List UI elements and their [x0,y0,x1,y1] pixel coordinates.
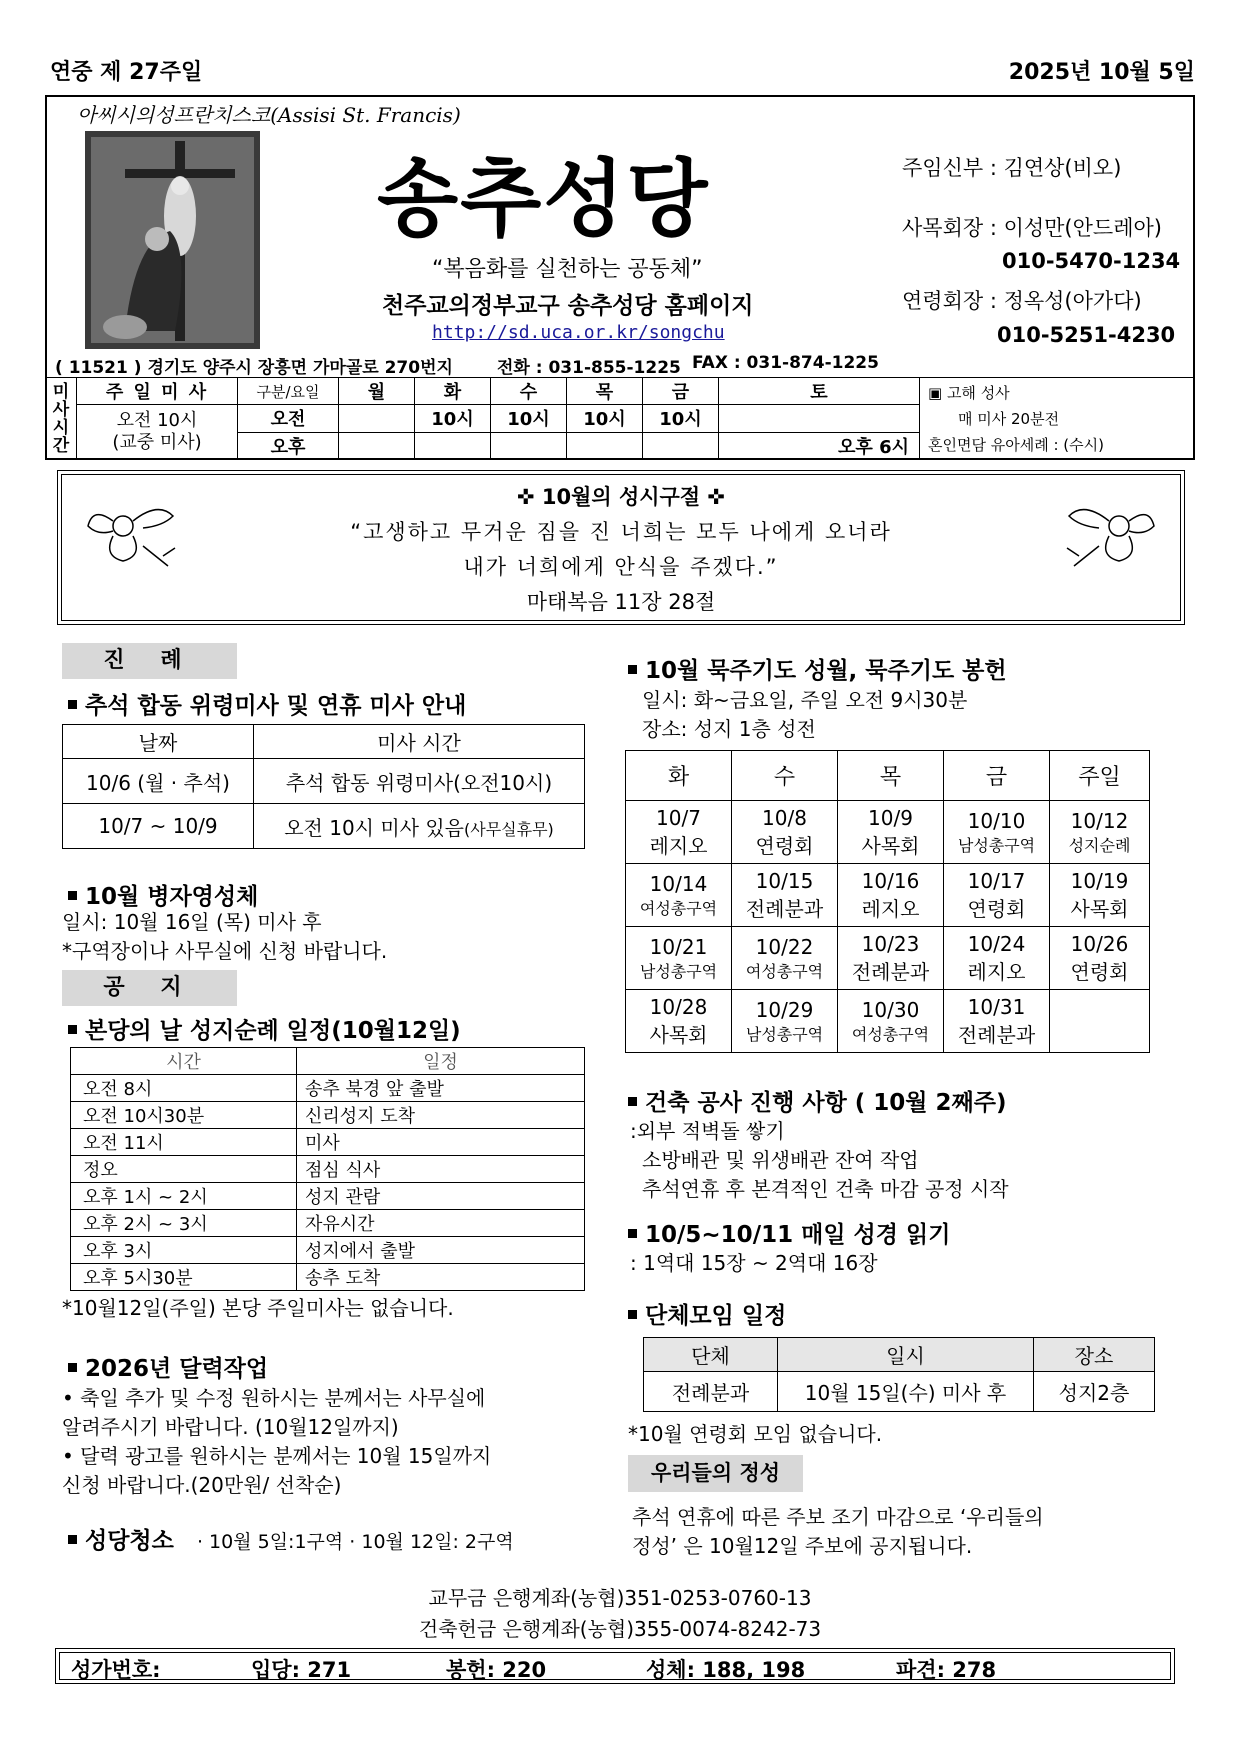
sunday-time: 오전 10시 [116,410,198,432]
group-meeting-table [643,1337,1155,1412]
am-label: 오전 [238,405,339,432]
pm-sat: 오후 6시 [719,432,920,459]
rosary-date: 10/14 [649,871,708,896]
sick-line1: 일시: 10월 16일 (목) 미사 후 [62,910,322,934]
pm-label: 오후 [238,432,339,459]
rosary-cell [1050,927,1150,990]
council-chair: 사목회장 : 이성만(안드레아) [902,216,1162,240]
pastor: 주임신부 : 김연상(비오) [902,156,1122,180]
rosary-group: 사목회 [649,1022,708,1047]
pilgrim-plan: 송추 북경 앞 출발 [297,1075,585,1102]
pilgrim-time: 오전 10시30분 [71,1102,297,1129]
rosary-cell [838,801,944,864]
elder-chair: 연령회장 : 정옥성(아가다) [902,289,1142,313]
verse-line1: “고생하고 무거운 짐을 진 너희는 모두 나에게 오너라 [350,520,892,544]
rosary-date: 10/16 [861,868,920,893]
chuseok-row2-time [254,804,585,849]
pilgrim-time: 오후 3시 [71,1237,297,1264]
am-fri: 10시 [643,405,719,432]
calendar-title [68,1350,268,1383]
rosary-cell [838,864,944,927]
rosary-cell [626,864,732,927]
confession-misc: 혼인면담 유아세례 : (수시) [928,435,1104,454]
rosary-group: 레지오 [967,959,1026,984]
group-time: 10월 15일(수) 미사 후 [778,1372,1034,1412]
group-place: 성지2층 [1034,1372,1155,1412]
address: ( 11521 ) 경기도 양주시 장흥면 가마골로 270번지 [55,358,453,378]
pilgrim-time: 정오 [71,1156,297,1183]
construction-line1: :외부 적벽돌 쌓기 [630,1119,785,1143]
rosary-date: 10/22 [755,934,814,959]
rosary-date: 10/24 [967,931,1026,956]
rosary-group: 전례분과 [851,959,930,984]
rosary-group: 사목회 [861,833,920,858]
rosary-group: 전례분과 [745,896,824,921]
mass-times-table [45,377,1195,460]
rosary-cell [732,927,838,990]
rosary-date: 10/15 [755,868,814,893]
bible-reading-text: : 1역대 15장 ~ 2역대 16장 [630,1251,878,1275]
rosary-date: 10/30 [861,997,920,1022]
rosary-cell [1050,801,1150,864]
pilgrimage-title [68,1012,461,1045]
col-header: 구분/요일 [238,378,339,405]
group-meeting-title [628,1297,786,1330]
confession-time: 매 미사 20분전 [958,409,1060,428]
bulletin-date: 2025년 10월 5일 [1008,60,1195,85]
offering-tag: 우리들의 정성 [628,1455,803,1492]
am-sat [719,405,920,432]
rosary-group: 연령회 [967,896,1026,921]
saint-francis-image [85,131,260,349]
fax: FAX : 031-874-1225 [692,353,879,373]
pilgrim-plan: 미사 [297,1129,585,1156]
rosary-date: 10/17 [967,868,1026,893]
pilgrimage-table [70,1047,585,1291]
am-mon [339,405,415,432]
pilgrim-plan: 송추 도착 [297,1264,585,1291]
rosary-header-tue: 화 [626,751,732,801]
hymn-offertory: 봉헌: 220 [446,1658,547,1682]
rosary-place: 장소: 성지 1층 성전 [642,717,816,741]
rosary-date: 10/10 [967,808,1026,833]
rosary-group: 연령회 [1070,959,1129,984]
am-thu: 10시 [567,405,643,432]
pm-thu [567,432,643,459]
rosary-group: 레지오 [649,833,708,858]
rosary-date: 10/23 [861,931,920,956]
construction-title-text: 건축 공사 진행 사항 ( 10월 2째주) [645,1090,1007,1116]
calendar-title-text: 2026년 달력작업 [85,1356,269,1382]
cleaning-row [68,1522,514,1555]
sunday-mass-header: 주 일 미 사 [77,378,238,405]
rosary-group: 여성총구역 [639,898,718,918]
verse-line2: 내가 너희에게 안식을 주겠다.” [463,555,779,579]
homepage-title: 천주교의정부교구 송추성당 홈페이지 [382,293,754,319]
confession-title: ▣ 고해 성사 [928,383,1010,402]
phone: 전화 : 031-855-1225 [497,358,681,378]
confession-info [920,378,1195,460]
rosary-cell [626,990,732,1053]
pilgrimage-title-text: 본당의 날 성지순례 일정(10월12일) [85,1018,461,1044]
rosary-cell [1050,864,1150,927]
pilgrim-header-plan: 일정 [297,1048,585,1075]
rosary-header-sun: 주일 [1050,751,1150,801]
masthead [45,95,1195,460]
offering-line1: 추석 연휴에 따른 주보 조기 마감으로 ‘우리들의 [632,1505,1044,1529]
calendar-line4: 신청 바랍니다.(20만원/ 선착순) [62,1473,342,1497]
chuseok-header-date: 날짜 [63,725,254,759]
rosary-cell [732,864,838,927]
am-tue: 10시 [415,405,491,432]
chuseok-table [62,724,585,849]
sick-communion-title [68,878,258,911]
office-closed-note: (사무실휴무) [464,819,554,839]
day-sat: 토 [719,378,920,405]
week-label: 연중 제 27주일 [50,60,203,85]
mass-times-label: 미 사 시 간 [46,378,77,460]
rosary-date: 10/21 [649,934,708,959]
rosary-title [628,652,1007,685]
motto: “복음화를 실천하는 공동체” [432,257,703,282]
rosary-group: 사목회 [1070,896,1129,921]
hymn-dismissal: 파견: 278 [896,1658,997,1682]
rosary-cell [838,927,944,990]
council-phone: 010-5470-1234 [1002,249,1181,273]
rosary-cell [732,801,838,864]
construction-title [628,1084,1006,1117]
sunday-mass-time [77,405,238,460]
rosary-title-text: 10월 묵주기도 성월, 묵주기도 봉헌 [645,658,1007,684]
day-wed: 수 [491,378,567,405]
rosary-cell [944,864,1050,927]
hymn-entrance: 입당: 271 [251,1658,352,1682]
rosary-group: 남성총구역 [957,835,1036,855]
pm-tue [415,432,491,459]
rosary-group: 여성총구역 [745,961,824,981]
pilgrim-time: 오후 1시 ~ 2시 [71,1183,297,1210]
verse-box [57,470,1185,625]
hymn-communion: 성체: 188, 198 [646,1658,806,1682]
rosary-cell [944,927,1050,990]
group-note: *10월 연령회 모임 없습니다. [628,1422,883,1446]
group-header-place: 장소 [1034,1338,1155,1372]
church-name: 송추성당 [377,150,710,248]
rosary-header-wed: 수 [732,751,838,801]
pilgrim-plan: 성지에서 출발 [297,1237,585,1264]
rosary-date: 10/31 [967,994,1026,1019]
verse-title: ✜ 10월의 성시구절 ✜ [516,485,726,509]
pilgrim-plan: 점심 식사 [297,1156,585,1183]
hymn-label: 성가번호: [71,1658,161,1682]
rosary-date: 10/26 [1070,931,1129,956]
pm-mon [339,432,415,459]
rosary-cell-empty [1050,990,1150,1053]
chuseok-row2-time-text: 오전 10시 미사 있음 [284,815,464,840]
chuseok-title-text: 추석 합동 위령미사 및 연휴 미사 안내 [85,693,467,719]
rosary-group: 연령회 [755,833,814,858]
liturgy-tag: 진 례 [62,643,237,679]
rosary-cell [732,990,838,1053]
chuseok-header-time: 미사 시간 [254,725,585,759]
rosary-date: 10/12 [1070,808,1129,833]
pilgrim-time: 오후 2시 ~ 3시 [71,1210,297,1237]
sunday-note: (교중 미사) [112,432,202,454]
pilgrim-plan: 신리성지 도착 [297,1102,585,1129]
rosary-group: 남성총구역 [745,1024,824,1044]
cleaning-text: · 10월 5일:1구역 · 10월 12일: 2구역 [196,1531,514,1553]
chuseok-row1-time: 추석 합동 위령미사(오전10시) [254,759,585,804]
rosary-cell [944,990,1050,1053]
offering-line2: 정성’ 은 10월12일 주보에 공지됩니다. [632,1534,973,1558]
cleaning-title-text: 성당청소 [85,1528,174,1554]
cleaning-title [68,1528,174,1554]
rosary-cell [944,801,1050,864]
elder-phone: 010-5251-4230 [997,323,1176,347]
day-tue: 화 [415,378,491,405]
pilgrim-time: 오전 11시 [71,1129,297,1156]
rosary-table [625,750,1150,1053]
rosary-date: 10/19 [1070,868,1129,893]
building-account: 건축헌금 은행계좌(농협)355-0074-8242-73 [418,1617,822,1641]
group-name: 전례분과 [644,1372,778,1412]
rosary-cell [626,927,732,990]
chuseok-title [68,687,466,720]
rosary-group: 성지순례 [1068,835,1131,855]
rosary-group: 남성총구역 [639,961,718,981]
saint-caption: 아씨시의성프란치스코(Assisi St. Francis) [77,103,461,127]
rosary-header-fri: 금 [944,751,1050,801]
tithe-account: 교무금 은행계좌(농협)351-0253-0760-13 [428,1586,812,1610]
chuseok-row1-date: 10/6 (월 · 추석) [63,759,254,804]
construction-line2: 소방배관 및 위생배관 잔여 작업 [642,1148,919,1172]
rosary-cell [838,990,944,1053]
notice-tag: 공 지 [62,970,237,1006]
calendar-line2: 알려주시기 바랍니다. (10월12일까지) [62,1415,399,1439]
pilgrim-plan: 성지 관람 [297,1183,585,1210]
calendar-line3: • 달력 광고를 원하시는 분께서는 10월 15일까지 [62,1444,492,1468]
bible-reading-title [628,1216,950,1249]
pilgrim-time: 오전 8시 [71,1075,297,1102]
rosary-group: 전례분과 [957,1022,1036,1047]
rosary-time: 일시: 화~금요일, 주일 오전 9시30분 [642,688,968,712]
rosary-date: 10/9 [868,805,913,830]
pilgrim-note: *10월12일(주일) 본당 주일미사는 없습니다. [62,1296,454,1320]
group-header-name: 단체 [644,1338,778,1372]
rosary-group: 여성총구역 [851,1024,930,1044]
pm-fri [643,432,719,459]
rosary-date: 10/7 [656,805,701,830]
pilgrim-time: 오후 5시30분 [71,1264,297,1291]
rosary-cell [626,801,732,864]
day-fri: 금 [643,378,719,405]
rosary-date: 10/8 [762,805,807,830]
sick-line2: *구역장이나 사무실에 신청 바랍니다. [62,939,388,963]
pilgrim-plan: 자유시간 [297,1210,585,1237]
am-wed: 10시 [491,405,567,432]
pilgrim-header-time: 시간 [71,1048,297,1075]
pm-wed [491,432,567,459]
rosary-group: 레지오 [861,896,920,921]
hymn-bar [55,1648,1175,1684]
rosary-date: 10/29 [755,997,814,1022]
day-thu: 목 [567,378,643,405]
bible-title-text: 10/5~10/11 매일 성경 읽기 [645,1222,951,1248]
group-title-text: 단체모임 일정 [645,1303,787,1329]
calendar-line1: • 축일 추가 및 수정 원하시는 분께서는 사무실에 [62,1386,486,1410]
homepage-link[interactable]: http://sd.uca.or.kr/songchu [432,322,725,343]
chuseok-row2-date: 10/7 ~ 10/9 [63,804,254,849]
day-mon: 월 [339,378,415,405]
construction-line3: 추석연휴 후 본격적인 건축 마감 공정 시작 [642,1177,1009,1201]
verse-reference: 마태복음 11장 28절 [526,590,716,614]
rosary-date: 10/28 [649,994,708,1019]
sick-title-text: 10월 병자영성체 [85,884,259,910]
rosary-header-thu: 목 [838,751,944,801]
group-header-time: 일시 [778,1338,1034,1372]
